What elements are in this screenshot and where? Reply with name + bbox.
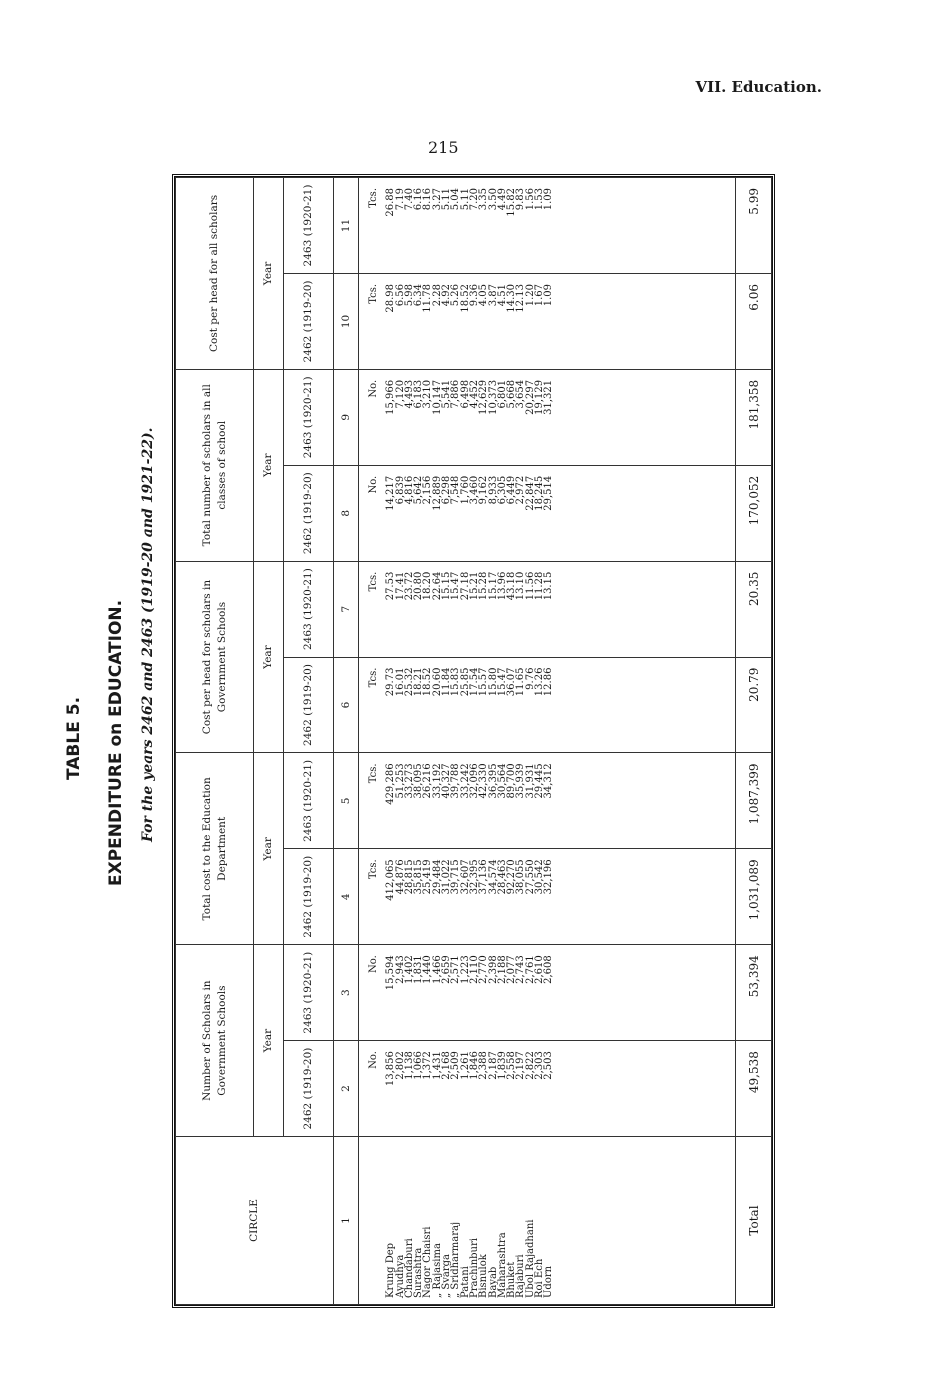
unit-label: Tcs. bbox=[368, 188, 379, 208]
column-number: 11 bbox=[334, 178, 359, 274]
year-header: Year bbox=[254, 561, 284, 753]
data-cell: 4.49 bbox=[496, 188, 508, 211]
total-cost-header: Total cost to the Education Department bbox=[176, 753, 254, 945]
data-cell: 20.80 bbox=[413, 571, 425, 601]
data-cell: 5.04 bbox=[450, 188, 462, 211]
section-header: VII. Education. bbox=[695, 78, 822, 96]
data-cell: 1.20 bbox=[524, 283, 536, 307]
unit-label: No. bbox=[368, 379, 379, 398]
data-cell: 4.92 bbox=[441, 283, 453, 307]
data-cell: 1.09 bbox=[543, 188, 555, 211]
data-cell: 2,610 bbox=[534, 955, 546, 984]
unit-label: Tcs. bbox=[368, 667, 379, 688]
total-label: Total bbox=[736, 1137, 772, 1305]
data-cell: 7,548 bbox=[450, 475, 462, 505]
year-label: 2463 (1920-21) bbox=[284, 753, 334, 849]
data-cell: 7.19 bbox=[394, 188, 406, 211]
circle-name: Udorn bbox=[543, 1265, 555, 1298]
data-cell: 8,933 bbox=[487, 475, 499, 505]
data-cell: 9.83 bbox=[515, 188, 527, 211]
data-cell: 15.47 bbox=[496, 667, 508, 697]
data-cell: 2,187 bbox=[487, 1051, 499, 1080]
data-cell: 9.36 bbox=[468, 283, 480, 307]
data-cell: 2,077 bbox=[506, 955, 518, 984]
cost-per-head-all-header: Cost per head for all scholars bbox=[176, 178, 254, 370]
data-cell: 18.52 bbox=[422, 667, 434, 697]
data-cell: 25.32 bbox=[403, 667, 415, 697]
data-cell: 12.13 bbox=[515, 283, 527, 313]
data-cell: 28,815 bbox=[403, 859, 415, 895]
year-label: 2463 (1920-21) bbox=[284, 178, 334, 274]
column-number: 7 bbox=[334, 561, 359, 657]
data-cell: 1,066 bbox=[413, 1051, 425, 1080]
unit-label: No. bbox=[368, 955, 379, 973]
column-number: 8 bbox=[334, 465, 359, 561]
data-cell: 30,542 bbox=[534, 859, 546, 895]
year-label: 2462 (1919-20) bbox=[284, 273, 334, 369]
column-number: 2 bbox=[334, 1041, 359, 1137]
data-cell: 33,242 bbox=[459, 763, 471, 799]
data-cell: 1,831 bbox=[413, 955, 425, 984]
expenditure-table bbox=[172, 174, 775, 1308]
data-cell: 2,188 bbox=[496, 955, 508, 984]
data-cell: 34,574 bbox=[487, 859, 499, 895]
page-number: 215 bbox=[428, 138, 459, 157]
data-cell: 1,261 bbox=[459, 1051, 471, 1080]
circle-name: Ayudhya bbox=[394, 1254, 406, 1298]
scholars-govt-header: Number of Scholars in Government Schools bbox=[176, 945, 254, 1137]
data-cell: 10,147 bbox=[431, 379, 443, 415]
data-cell: 2,972 bbox=[515, 475, 527, 505]
data-cell: 20.60 bbox=[431, 667, 443, 697]
data-cell: 22.64 bbox=[431, 571, 443, 601]
data-cell: 3.87 bbox=[487, 283, 499, 307]
data-cell: 3,460 bbox=[468, 475, 480, 505]
data-cell: 27,550 bbox=[524, 859, 536, 895]
data-cell: 412,065 bbox=[385, 859, 397, 901]
column-number: 9 bbox=[334, 369, 359, 465]
year-label: 2463 (1920-21) bbox=[284, 945, 334, 1041]
data-cell: 1,402 bbox=[403, 955, 415, 984]
data-cell: 5.26 bbox=[450, 283, 462, 307]
data-cell: 25.85 bbox=[459, 667, 471, 697]
column-number: 10 bbox=[334, 273, 359, 369]
data-cell: 28.98 bbox=[385, 283, 397, 313]
data-cell: 15.17 bbox=[487, 571, 499, 601]
data-cell: 2,509 bbox=[450, 1051, 462, 1080]
data-cell: 15.47 bbox=[450, 571, 462, 601]
data-cell: 14,217 bbox=[385, 475, 397, 511]
year-header: Year bbox=[254, 369, 284, 561]
data-cell: 5,541 bbox=[441, 379, 453, 409]
data-cell: 1,466 bbox=[431, 955, 443, 984]
year-label: 2462 (1919-20) bbox=[284, 465, 334, 561]
data-cell: 29,445 bbox=[534, 763, 546, 799]
circle-name: Chandaburi bbox=[403, 1238, 415, 1298]
column-number: 3 bbox=[334, 945, 359, 1041]
data-cell: 1.56 bbox=[524, 188, 536, 211]
unit-label: Tcs. bbox=[368, 283, 379, 304]
data-cell: 6.34 bbox=[413, 283, 425, 307]
data-cell: 2,503 bbox=[543, 1051, 555, 1080]
circle-name: Nagor Chaisri bbox=[422, 1226, 434, 1298]
data-column bbox=[359, 369, 736, 465]
column-number: 6 bbox=[334, 657, 359, 753]
data-cell: 37,136 bbox=[478, 859, 490, 895]
data-cell: 2,197 bbox=[515, 1051, 527, 1080]
data-cell: 6,183 bbox=[413, 379, 425, 409]
data-cell: 39,715 bbox=[450, 859, 462, 895]
table-subtitle: EXPENDITURE on EDUCATION. bbox=[106, 599, 126, 886]
data-cell: 2,156 bbox=[422, 475, 434, 505]
data-cell: 6,498 bbox=[459, 379, 471, 409]
data-cell: 15.83 bbox=[450, 667, 462, 697]
data-cell: 23.72 bbox=[403, 571, 415, 601]
column-number: 1 bbox=[334, 1137, 359, 1305]
year-header: Year bbox=[254, 753, 284, 945]
data-cell: 15.21 bbox=[468, 571, 480, 601]
data-cell: 4,816 bbox=[403, 475, 415, 505]
data-cell: 3.35 bbox=[478, 188, 490, 211]
data-cell: 26,216 bbox=[422, 763, 434, 799]
data-cell: 35,815 bbox=[413, 859, 425, 895]
total-value: 20.79 bbox=[736, 657, 772, 753]
data-cell: 2,168 bbox=[441, 1051, 453, 1080]
data-cell: 25,419 bbox=[422, 859, 434, 895]
circle-name: „ Svarga bbox=[441, 1254, 453, 1298]
data-cell: 5,668 bbox=[506, 379, 518, 409]
data-cell: 92,270 bbox=[506, 859, 518, 895]
data-cell: 32,196 bbox=[543, 859, 555, 895]
data-cell: 15,966 bbox=[385, 379, 397, 415]
data-cell: 33,192 bbox=[431, 763, 443, 799]
data-column bbox=[359, 657, 736, 753]
data-cell: 36,395 bbox=[487, 763, 499, 799]
year-label: 2463 (1920-21) bbox=[284, 369, 334, 465]
data-cell: 14.30 bbox=[506, 283, 518, 313]
data-cell: 4.51 bbox=[496, 283, 508, 307]
data-cell: 1,372 bbox=[422, 1051, 434, 1080]
data-cell: 15.80 bbox=[487, 667, 499, 697]
circle-name: Ubol Rajadhani bbox=[524, 1219, 536, 1298]
circle-name: Roi Ech bbox=[534, 1258, 546, 1298]
data-cell: 10,373 bbox=[487, 379, 499, 415]
data-cell: 32,395 bbox=[468, 859, 480, 895]
data-cell: 18.21 bbox=[413, 667, 425, 697]
data-cell: 40,327 bbox=[441, 763, 453, 799]
data-cell: 33,273 bbox=[403, 763, 415, 799]
data-cell: 7,886 bbox=[450, 379, 462, 409]
circle-name: Surashtra bbox=[413, 1247, 425, 1298]
data-cell: 17.54 bbox=[468, 667, 480, 697]
data-cell: 6.56 bbox=[394, 283, 406, 307]
circle-name: Maharashtra bbox=[496, 1232, 508, 1298]
year-label: 2462 (1919-20) bbox=[284, 657, 334, 753]
data-cell: 1,839 bbox=[496, 1051, 508, 1080]
data-cell: 1,440 bbox=[422, 955, 434, 984]
unit-label: Tcs. bbox=[368, 763, 379, 784]
data-cell: 43.18 bbox=[506, 571, 518, 601]
data-cell: 2,571 bbox=[450, 955, 462, 984]
total-value: 5.99 bbox=[736, 178, 772, 274]
data-cell: 26.88 bbox=[385, 188, 397, 217]
data-cell: 13.10 bbox=[515, 571, 527, 601]
data-cell: 18.52 bbox=[459, 283, 471, 313]
data-cell: 3,210 bbox=[422, 379, 434, 409]
data-cell: 13,856 bbox=[385, 1051, 397, 1087]
data-cell: 3.50 bbox=[487, 188, 499, 211]
data-cell: 15.82 bbox=[506, 188, 518, 217]
data-cell: 34,312 bbox=[543, 763, 555, 799]
column-number: 5 bbox=[334, 753, 359, 849]
data-cell: 30,564 bbox=[496, 763, 508, 799]
data-cell: 9.76 bbox=[524, 667, 536, 690]
unit-label: Tcs. bbox=[368, 859, 379, 880]
data-cell: 5,642 bbox=[413, 475, 425, 505]
data-cell: 9,162 bbox=[478, 475, 490, 505]
data-column bbox=[359, 849, 736, 945]
data-cell: 51,253 bbox=[394, 763, 406, 799]
data-cell: 31,931 bbox=[524, 763, 536, 799]
circle-name: Patani bbox=[459, 1266, 471, 1298]
data-cell: 2,822 bbox=[524, 1051, 536, 1080]
data-cell: 5.11 bbox=[441, 188, 453, 211]
data-cell: 2,802 bbox=[394, 1051, 406, 1080]
data-cell: 11.28 bbox=[534, 571, 546, 601]
data-cell: 12.86 bbox=[543, 667, 555, 697]
data-cell: 2,761 bbox=[524, 955, 536, 984]
data-cell: 20,297 bbox=[524, 379, 536, 415]
total-value: 53,394 bbox=[736, 945, 772, 1041]
data-cell: 2,608 bbox=[543, 955, 555, 984]
unit-label: No. bbox=[368, 475, 379, 494]
total-value: 49,538 bbox=[736, 1041, 772, 1137]
data-cell: 38,095 bbox=[413, 763, 425, 799]
circle-name: Bhuket bbox=[506, 1261, 518, 1298]
data-cell: 29.73 bbox=[385, 667, 397, 697]
data-cell: 11.84 bbox=[441, 667, 453, 697]
data-cell: 15.28 bbox=[478, 571, 490, 601]
circle-name: Prachinburi bbox=[468, 1238, 480, 1298]
circle-name: Krung Dep bbox=[385, 1242, 397, 1298]
year-header: Year bbox=[254, 178, 284, 370]
data-cell: 1.53 bbox=[534, 188, 546, 211]
data-cell: 18,245 bbox=[534, 475, 546, 511]
data-column bbox=[359, 945, 736, 1041]
circle-header: CIRCLE bbox=[176, 1137, 334, 1305]
data-cell: 42,330 bbox=[478, 763, 490, 799]
data-column bbox=[359, 178, 736, 274]
data-column bbox=[359, 753, 736, 849]
data-cell: 17.41 bbox=[394, 571, 406, 601]
total-value: 181,358 bbox=[736, 369, 772, 465]
unit-label: No. bbox=[368, 1051, 379, 1069]
data-cell: 6,839 bbox=[394, 475, 406, 505]
data-column bbox=[359, 465, 736, 561]
data-cell: 13.96 bbox=[496, 571, 508, 601]
data-cell: 5.98 bbox=[403, 283, 415, 307]
data-cell: 13.26 bbox=[534, 667, 546, 697]
data-cell: 11.78 bbox=[422, 283, 434, 313]
data-cell: 1.09 bbox=[543, 283, 555, 307]
data-cell: 4.05 bbox=[478, 283, 490, 307]
data-cell: 2,388 bbox=[478, 1051, 490, 1080]
data-cell: 1,760 bbox=[459, 475, 471, 505]
data-cell: 3,654 bbox=[515, 379, 527, 409]
table-title: TABLE 5. bbox=[64, 696, 84, 780]
data-cell: 6,298 bbox=[441, 475, 453, 505]
data-cell: 18.20 bbox=[422, 571, 434, 601]
cost-per-head-govt-header: Cost per head for scholars in Government Schools bbox=[176, 561, 254, 753]
data-column bbox=[359, 273, 736, 369]
total-value: 6.06 bbox=[736, 273, 772, 369]
data-cell: 1,223 bbox=[459, 955, 471, 984]
data-cell: 429,286 bbox=[385, 763, 397, 805]
total-value: 20.35 bbox=[736, 561, 772, 657]
data-cell: 3.27 bbox=[431, 188, 443, 211]
data-cell: 8.16 bbox=[422, 188, 434, 211]
data-cell: 7.40 bbox=[403, 188, 415, 211]
data-cell: 2,558 bbox=[506, 1051, 518, 1080]
year-label: 2462 (1919-20) bbox=[284, 1041, 334, 1137]
year-label: 2463 (1920-21) bbox=[284, 561, 334, 657]
total-value: 170,052 bbox=[736, 465, 772, 561]
data-cell: 38,055 bbox=[515, 859, 527, 895]
total-value: 1,031,089 bbox=[736, 849, 772, 945]
data-cell: 2.28 bbox=[431, 283, 443, 307]
circle-name: „ Sridharmaraj bbox=[450, 1221, 462, 1298]
circle-list bbox=[359, 1137, 736, 1305]
circle-name: Bisnulok bbox=[478, 1254, 490, 1298]
data-cell: 27.18 bbox=[459, 571, 471, 601]
data-cell: 32,607 bbox=[459, 859, 471, 895]
data-cell: 6,801 bbox=[496, 379, 508, 409]
data-cell: 15.15 bbox=[441, 571, 453, 601]
data-column bbox=[359, 561, 736, 657]
data-cell: 31,022 bbox=[441, 859, 453, 895]
year-label: 2462 (1919-20) bbox=[284, 849, 334, 945]
data-cell: 2,110 bbox=[468, 955, 480, 984]
data-cell: 35,939 bbox=[515, 763, 527, 799]
data-column bbox=[359, 1041, 736, 1137]
data-cell: 1.67 bbox=[534, 283, 546, 307]
data-cell: 2,770 bbox=[478, 955, 490, 984]
circle-name: Rajaburi bbox=[515, 1254, 527, 1298]
data-cell: 6,449 bbox=[506, 475, 518, 505]
years-line: For the years 2462 and 2463 (1919-20 and 1921-22). bbox=[140, 427, 156, 842]
data-cell: 29,514 bbox=[543, 475, 555, 511]
data-cell: 12,889 bbox=[431, 475, 443, 511]
data-cell: 39,788 bbox=[450, 763, 462, 799]
data-cell: 15.57 bbox=[478, 667, 490, 697]
data-cell: 36.07 bbox=[506, 667, 518, 697]
unit-label: Tcs. bbox=[368, 571, 379, 592]
data-cell: 28,463 bbox=[496, 859, 508, 895]
data-cell: 89,700 bbox=[506, 763, 518, 799]
data-cell: 5.11 bbox=[459, 188, 471, 211]
data-cell: 7.20 bbox=[468, 188, 480, 211]
column-number: 4 bbox=[334, 849, 359, 945]
data-cell: 1,846 bbox=[468, 1051, 480, 1080]
data-cell: 4,493 bbox=[403, 379, 415, 409]
data-cell: 2,398 bbox=[487, 955, 499, 984]
data-cell: 2,303 bbox=[534, 1051, 546, 1080]
data-cell: 13.15 bbox=[543, 571, 555, 601]
data-cell: 1,431 bbox=[431, 1051, 443, 1080]
data-cell: 44,876 bbox=[394, 859, 406, 895]
data-cell: 4,452 bbox=[468, 379, 480, 409]
data-cell: 29,484 bbox=[431, 859, 443, 895]
unit-spacer bbox=[369, 1140, 378, 1298]
data-cell: 11.56 bbox=[524, 571, 536, 601]
data-cell: 27.53 bbox=[385, 571, 397, 601]
data-cell: 6.16 bbox=[413, 188, 425, 211]
data-cell: 2,943 bbox=[394, 955, 406, 984]
year-header: Year bbox=[254, 945, 284, 1137]
data-cell: 11.65 bbox=[515, 667, 527, 697]
data-cell: 6,305 bbox=[496, 475, 508, 505]
total-scholars-header: Total number of scholars in all classes of school bbox=[176, 369, 254, 561]
data-cell: 2,659 bbox=[441, 955, 453, 984]
total-value: 1,087,399 bbox=[736, 753, 772, 849]
data-cell: 1,138 bbox=[403, 1051, 415, 1080]
data-cell: 16.01 bbox=[394, 667, 406, 697]
data-cell: 15,594 bbox=[385, 955, 397, 991]
data-cell: 31,321 bbox=[543, 379, 555, 415]
data-cell: 19,129 bbox=[534, 379, 546, 415]
data-cell: 12,629 bbox=[478, 379, 490, 415]
circle-name: „ Rajasima bbox=[431, 1243, 443, 1298]
data-cell: 32,096 bbox=[468, 763, 480, 799]
data-cell: 2,743 bbox=[515, 955, 527, 984]
circle-name: Bayab bbox=[487, 1266, 499, 1298]
data-cell: 7,120 bbox=[394, 379, 406, 409]
data-cell: 22,847 bbox=[524, 475, 536, 511]
